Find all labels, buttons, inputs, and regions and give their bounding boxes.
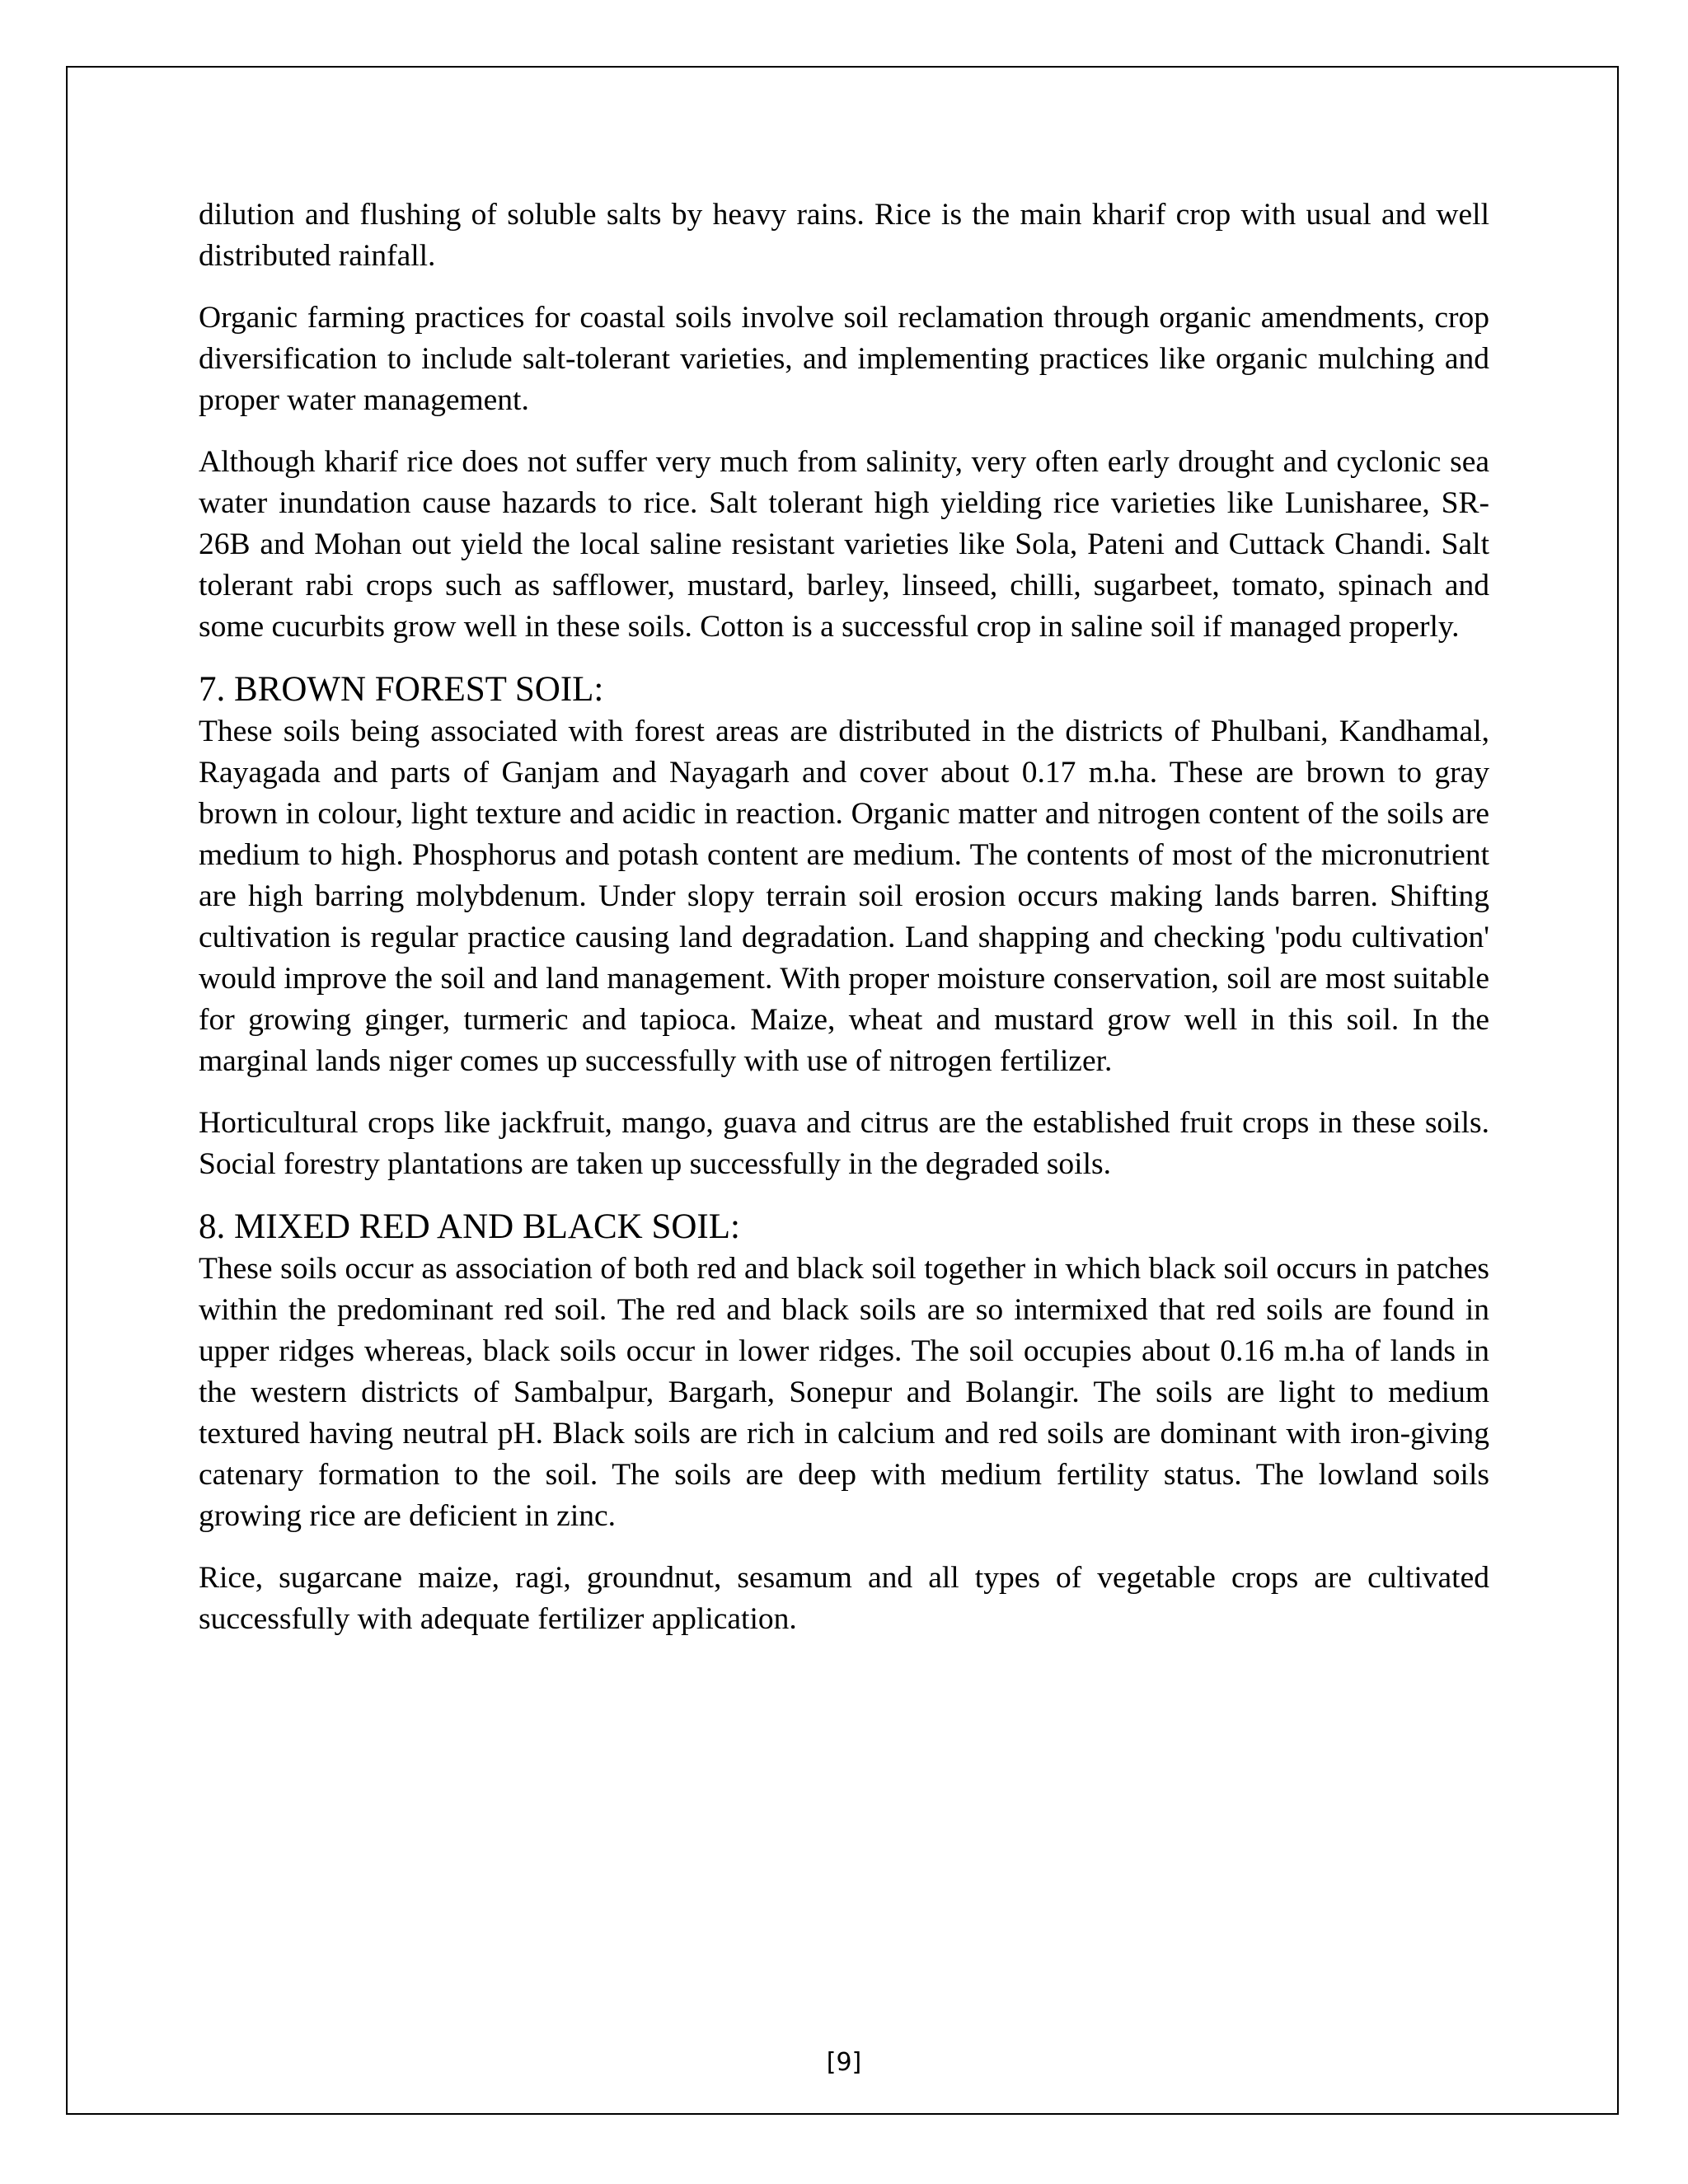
brown-forest-soil-paragraph-2: Horticultural crops like jackfruit, mango, guava and citrus are the established fruit crops in these soils. Social forestry plantations are taken up successfully in the degraded soils. [199, 1106, 1489, 1181]
intro-paragraph-2: Organic farming practices for coastal soils involve soil reclamation through organic amendments, crop diversification to include salt-tolerant varieties, and implementing practices like organic mulching and proper water management. [199, 301, 1489, 417]
brown-forest-soil-paragraph-1: These soils being associated with forest areas are distributed in the districts of Phulbani, Kandhamal, Rayagada and parts of Ganjam and Nayagarh and cover about 0.17 m.ha. These are brown to gray brown in colour, light texture and acidic in reaction. Organic matter and nitrogen content of the soils are medium to high. Phosphorus and potash content are medium. The contents of most of the micronutrient are high barring molybdenum. Under slopy terrain soil erosion occurs making lands barren. Shifting cultivation is regular practice causing land degradation. Land shapping and checking 'podu cultivation' would improve the soil and land management. With proper moisture conservation, soil are most suitable for growing ginger, turmeric and tapioca. Maize, wheat and mustard grow well in this soil. In the marginal lands niger comes up successfully with use of nitrogen fertilizer. [199, 715, 1489, 1078]
document-body [199, 194, 1489, 1661]
page-number: [9] [826, 2048, 862, 2077]
mixed-red-black-soil-paragraph-2: Rice, sugarcane maize, ragi, groundnut, sesamum and all types of vegetable crops are cultivated successfully with adequate fertilizer application. [199, 1561, 1489, 1636]
section-heading-mixed-red-black-soil: 8. MIXED RED AND BLACK SOIL: [199, 1207, 740, 1246]
section-heading-brown-forest-soil: 7. BROWN FOREST SOIL: [199, 670, 604, 709]
mixed-red-black-soil-paragraph-1: These soils occur as association of both red and black soil together in which black soil occurs in patches within the predominant red soil. The red and black soils are so intermixed that red soils are found in upper ridges whereas, black soils occur in lower ridges. The soil occupies about 0.16 m.ha of lands in the western districts of Sambalpur, Bargarh, Sonepur and Bolangir. The soils are light to medium textured having neutral pH. Black soils are rich in calcium and red soils are dominant with iron-giving catenary formation to the soil. The soils are deep with medium fertility status. The lowland soils growing rice are deficient in zinc. [199, 1252, 1489, 1533]
intro-paragraph-3: Although kharif rice does not suffer very much from salinity, very often early drought and cyclonic sea water inundation cause hazards to rice. Salt tolerant high yielding rice varieties like Lunisharee, SR-26B and Mohan out yield the local saline resistant varieties like Sola, Pateni and Cuttack Chandi. Salt tolerant rabi crops such as safflower, mustard, barley, linseed, chilli, sugarbeet, tomato, spinach and some cucurbits grow well in these soils. Cotton is a successful crop in saline soil if managed properly. [199, 445, 1489, 644]
intro-paragraph-1: dilution and flushing of soluble salts by heavy rains. Rice is the main kharif crop with usual and well distributed rainfall. [199, 198, 1489, 273]
